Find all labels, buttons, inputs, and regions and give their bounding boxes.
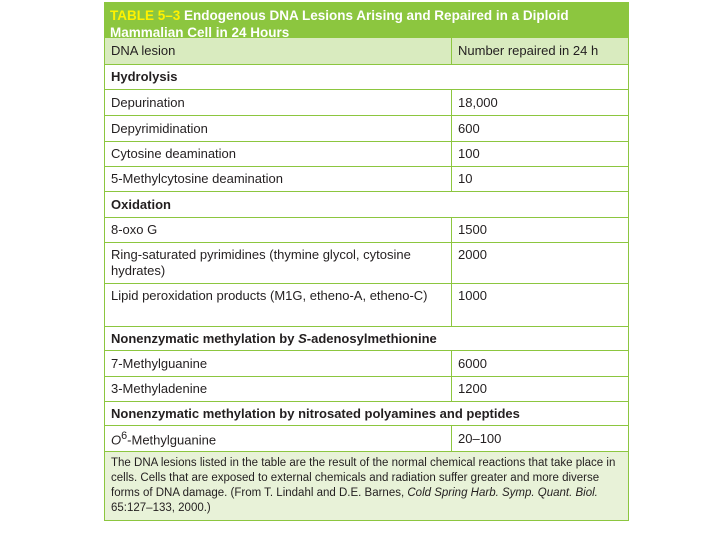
section-name-part: -adenosylmethionine	[306, 330, 437, 346]
section-name-italic: S	[298, 330, 307, 346]
section-nitrosated-methylation: Nonenzymatic methylation by nitrosated polyamines and peptides	[105, 402, 629, 426]
table-row	[105, 90, 629, 116]
value-cell: 600	[452, 116, 629, 142]
lesion-cell: 5-Methylcytosine deamination	[105, 167, 452, 192]
table-title-bar	[104, 2, 629, 40]
section-name-part: Nonenzymatic methylation by	[111, 330, 299, 346]
table-label: TABLE 5–3	[110, 8, 181, 23]
table-row	[105, 167, 629, 192]
table-row	[105, 243, 629, 284]
table-row	[105, 284, 629, 327]
value-cell: 10	[452, 167, 629, 192]
table-row	[105, 377, 629, 402]
value-cell: 2000	[452, 243, 629, 284]
section-row	[105, 192, 629, 218]
footnote-citation: 65:127–133, 2000.)	[111, 502, 211, 514]
lesion-cell: Depyrimidination	[105, 116, 452, 142]
table-row	[105, 142, 629, 167]
lesion-cell: Ring-saturated pyrimidines (thymine glycol, cytosine hydrates)	[105, 243, 452, 284]
value-cell: 20–100	[452, 426, 629, 452]
value-cell: 18,000	[452, 90, 629, 116]
value-cell: 6000	[452, 351, 629, 377]
lesion-cell: 8-oxo G	[105, 218, 452, 243]
dna-lesions-table	[104, 2, 629, 521]
lesion-cell: Lipid peroxidation products (M1G, etheno-A, etheno-C)	[105, 284, 452, 327]
header-row	[105, 38, 629, 65]
footnote-journal: Cold Spring Harb. Symp. Quant. Biol.	[407, 487, 598, 499]
lesion-cell	[105, 426, 452, 452]
footnote-text: The DNA lesions listed in the table are the result of the normal chemical reactions that take place in cells. Cells that are exposed to external chemicals and radiation suffer greater and more diverse forms of DNA damage. (From T. Lindahl and D.E. Barnes,	[111, 457, 616, 499]
column-header-lesion: DNA lesion	[105, 38, 452, 65]
section-oxidation: Oxidation	[105, 192, 629, 218]
lesion-cell: Depurination	[105, 90, 452, 116]
section-row	[105, 327, 629, 351]
table-title: Endogenous DNA Lesions Arising and Repaired in a Diploid Mammalian Cell in 24 Hours	[110, 8, 569, 40]
lesion-cell: Cytosine deamination	[105, 142, 452, 167]
section-row	[105, 402, 629, 426]
value-cell: 1200	[452, 377, 629, 402]
lesion-rest: -Methylguanine	[127, 432, 217, 448]
table-row	[105, 351, 629, 377]
table-row	[105, 218, 629, 243]
footnote-row	[105, 452, 629, 521]
lesion-cell: 7-Methylguanine	[105, 351, 452, 377]
column-header-repaired: Number repaired in 24 h	[452, 38, 629, 65]
lesion-italic: O	[111, 432, 122, 448]
section-sam-methylation	[105, 327, 629, 351]
section-hydrolysis: Hydrolysis	[105, 65, 629, 90]
table-footnote	[105, 452, 629, 521]
section-row	[105, 65, 629, 90]
value-cell: 100	[452, 142, 629, 167]
lesion-superscript: 6	[121, 430, 128, 443]
value-cell: 1000	[452, 284, 629, 327]
value-cell: 1500	[452, 218, 629, 243]
table-row	[105, 116, 629, 142]
lesion-cell: 3-Methyladenine	[105, 377, 452, 402]
table-row	[105, 426, 629, 452]
lesion-table	[104, 37, 629, 521]
